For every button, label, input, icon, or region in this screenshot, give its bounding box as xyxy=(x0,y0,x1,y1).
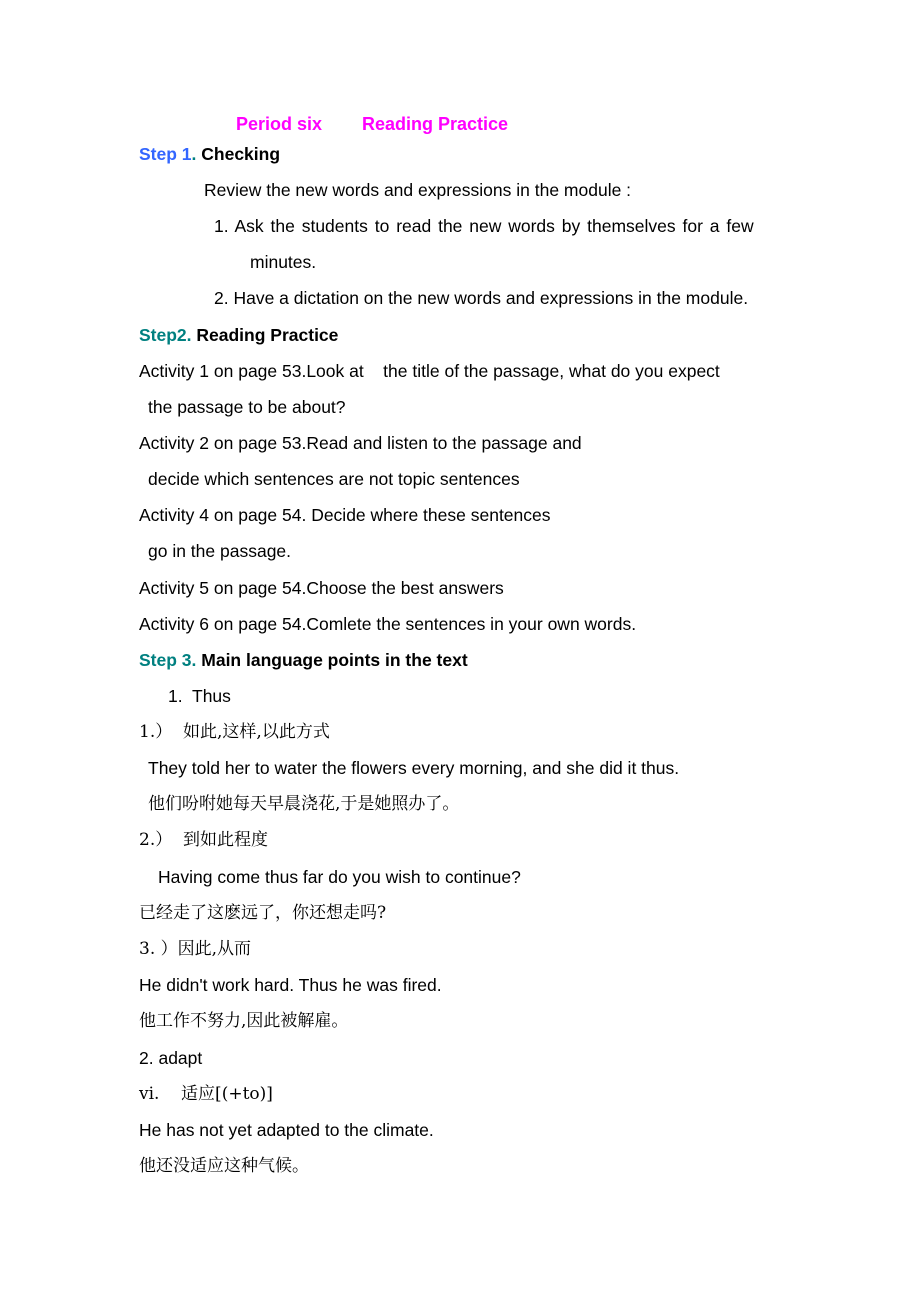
point-2-example: He has not yet adapted to the climate. xyxy=(139,1120,434,1140)
point-2-heading: 2. adapt xyxy=(139,1048,203,1068)
step1-dot: . xyxy=(191,144,197,164)
activity-6-line: Activity 6 on page 54.Comlete the sentences in your own words. xyxy=(139,614,637,634)
point-1-heading: 1. Thus xyxy=(168,686,231,706)
page-title: Reading Practice xyxy=(362,114,509,134)
point-1-translation-3: 他工作不努力,因此被解雇。 xyxy=(139,1011,349,1031)
step1-title: Checking xyxy=(196,144,281,164)
step2-label: Step2. xyxy=(139,325,192,345)
step1-heading xyxy=(139,143,280,165)
point-2-meaning: vi. 适应[(+to)] xyxy=(139,1084,273,1104)
activity-1-cont: the passage to be about? xyxy=(148,397,346,417)
step3-label: Step 3. xyxy=(139,650,197,670)
step3-heading xyxy=(139,649,468,671)
activity-4-line: Activity 4 on page 54. Decide where these sentences xyxy=(139,505,551,525)
activity-4-cont: go in the passage. xyxy=(148,541,292,561)
step1-intro: Review the new words and expressions in the module : xyxy=(204,180,632,200)
point-1-example-2: Having come thus far do you wish to continue? xyxy=(158,867,521,887)
point-1-meaning-3: 3. ）因此,从而 xyxy=(139,939,252,959)
step3-title: Main language points in the text xyxy=(196,650,468,670)
step1-item-1: 1. Ask the students to read the new words by themselves for a few xyxy=(214,216,754,236)
step1-item-1-cont: minutes. xyxy=(250,252,317,272)
point-1-meaning-1: 1.） 如此,这样,以此方式 xyxy=(139,722,330,742)
point-1-translation-2: 已经走了这麽远了，你还想走吗? xyxy=(139,903,387,923)
point-1-translation-1: 他们吩咐她每天早晨浇花,于是她照办了。 xyxy=(148,794,460,814)
activity-1-line: Activity 1 on page 53.Look at the title of the passage, what do you expect xyxy=(139,361,720,381)
period-label: Period six xyxy=(236,114,323,134)
activity-5-line: Activity 5 on page 54.Choose the best answers xyxy=(139,578,504,598)
activity-2-line: Activity 2 on page 53.Read and listen to the passage and xyxy=(139,433,582,453)
activity-2-cont: decide which sentences are not topic sentences xyxy=(148,469,520,489)
step1-label: Step 1 xyxy=(139,144,192,164)
step2-title: Reading Practice xyxy=(191,325,339,345)
point-2-translation: 他还没适应这种气候。 xyxy=(139,1156,309,1176)
step2-heading xyxy=(139,324,338,346)
step1-item-2: 2. Have a dictation on the new words and expressions in the module. xyxy=(214,288,749,308)
point-1-meaning-2: 2.） 到如此程度 xyxy=(139,830,269,850)
point-1-example-1: They told her to water the flowers every morning, and she did it thus. xyxy=(148,758,680,778)
point-1-example-3: He didn't work hard. Thus he was fired. xyxy=(139,975,442,995)
